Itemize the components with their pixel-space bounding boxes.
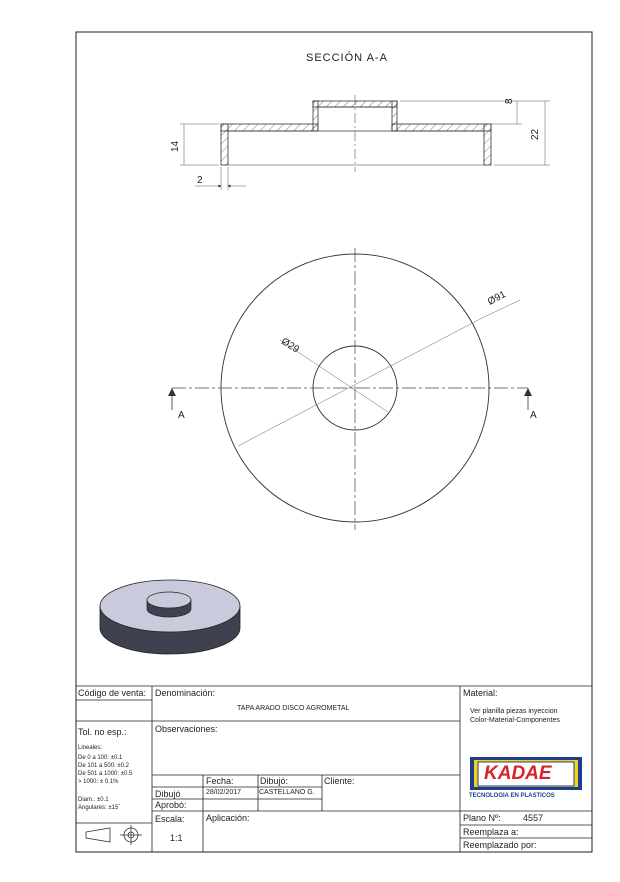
tolerance-line-2: De 101 a 500: ±0.2 (78, 763, 129, 769)
aprobo-label: Aprobó: (155, 800, 187, 810)
material-value-2: Color-Material-Componentes (470, 717, 560, 724)
tolerance-label: Tol. no esp.: (78, 727, 127, 737)
fecha-value: 28/02/2017 (206, 789, 242, 796)
section-marker-right: A (530, 410, 537, 421)
denominacion-label: Denominación: (155, 688, 216, 698)
diam-tolerance: Diam.: ±0.1 (78, 797, 109, 803)
dibujo-value: CASTELLANO G. (259, 789, 315, 796)
codigo-venta-label: Código de venta: (78, 688, 147, 698)
denominacion-value: TAPA ARADO DISCO AGROMETAL (237, 705, 350, 712)
escala-value: 1:1 (170, 833, 183, 843)
tolerance-line-1: De 0 a 100: ±0.1 (78, 755, 123, 761)
plano-label: Plano Nº: (463, 813, 501, 823)
dim-diameter-29: Ø29 (279, 336, 301, 356)
cliente-label: Cliente: (324, 776, 355, 786)
dim-2: 2 (197, 175, 203, 186)
fecha-label: Fecha: (206, 776, 234, 786)
dim-8: 8 (504, 98, 515, 104)
tolerance-line-3: De 501 a 1000: ±0.5 (78, 771, 133, 777)
reemplaza-label: Reemplaza a: (463, 827, 519, 837)
material-value-1: Ver planilla piezas inyeccion (470, 708, 558, 715)
lineales-label: Lineales: (78, 745, 103, 751)
dibujo-label: Dibujó (155, 789, 181, 799)
logo-brand: KADAE (484, 763, 552, 784)
plano-value: 4557 (523, 813, 544, 823)
escala-label: Escala: (155, 814, 185, 824)
part-isometric (100, 580, 240, 654)
dim-14: 14 (170, 140, 181, 152)
logo-tagline: TECNOLOGIA EN PLASTICOS (469, 793, 555, 799)
observaciones-label: Observaciones: (155, 724, 218, 734)
section-view (180, 95, 550, 190)
reemplazado-label: Reemplazado por: (463, 840, 537, 850)
section-marker-left: A (178, 410, 185, 421)
angular-tolerance: Angulares: ±15´ (78, 805, 121, 811)
aplicacion-label: Aplicación: (206, 813, 250, 823)
tolerance-line-4: > 1000: ± 0.1% (78, 779, 119, 785)
dibujo-header: Dibujó: (260, 776, 289, 786)
dim-22: 22 (530, 128, 541, 140)
material-label: Material: (463, 688, 498, 698)
section-title: SECCIÓN A-A (306, 52, 388, 64)
projection-symbol-icon (86, 825, 142, 845)
dim-diameter-91: Ø91 (486, 289, 508, 308)
plan-view (168, 248, 532, 530)
sheet-frame (76, 32, 592, 852)
